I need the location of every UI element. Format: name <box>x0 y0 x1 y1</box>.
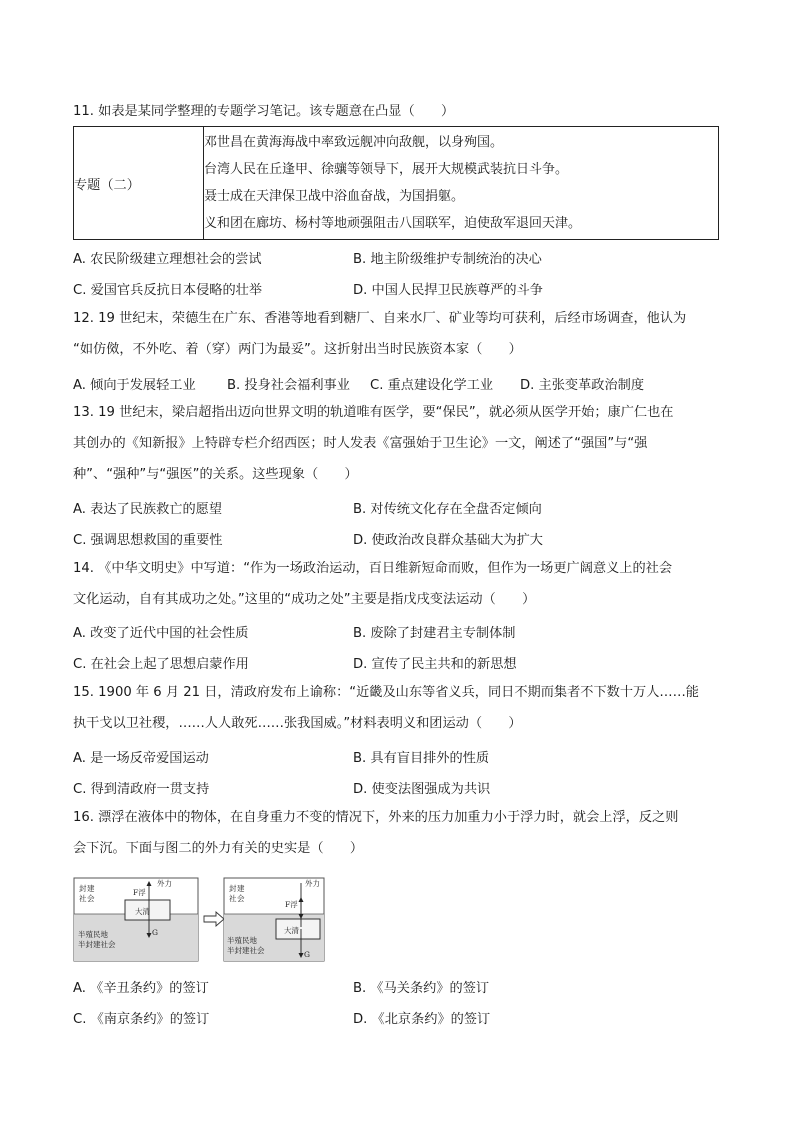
q11-option-a[interactable]: A. 农民阶级建立理想社会的尝试 <box>73 252 262 267</box>
q15-option-d[interactable]: D. 使变法图强成为共识 <box>353 782 491 797</box>
figure-two-lower-label-1: 半殖民地 <box>227 936 257 945</box>
figure-two-gravity: G <box>304 950 310 959</box>
figure-two-upper-label-4: 会 <box>237 894 245 903</box>
figure-one-lower-label-1: 半殖民地 <box>78 930 108 939</box>
figure-one-upper-label-2: 建 <box>87 884 95 893</box>
q11-stem: 11. 如表是某同学整理的专题学习笔记。该专题意在凸显（ ） <box>73 104 455 119</box>
q16-option-d[interactable]: D. 《北京条约》的签订 <box>353 1012 491 1027</box>
q11-notes-table <box>73 126 719 240</box>
q14-option-c[interactable]: C. 在社会上起了思想启蒙作用 <box>73 657 249 672</box>
q12-option-d[interactable]: D. 主张变革政治制度 <box>520 378 645 393</box>
q12-option-c[interactable]: C. 重点建设化学工业 <box>370 378 494 393</box>
q14-option-d[interactable]: D. 宣传了民主共和的新思想 <box>353 657 517 672</box>
q11-note-3: 聂士成在天津保卫战中浴血奋战，为国捐躯。 <box>204 189 465 204</box>
q16-line-1: 16. 漂浮在液体中的物体，在自身重力不变的情况下，外来的压力加重力小于浮力时，就会上浮，反之则 <box>73 810 679 825</box>
figure-one-upper-label-1: 封 <box>79 884 87 893</box>
q12-option-a[interactable]: A. 倾向于发展轻工业 <box>73 378 196 393</box>
q11-option-c[interactable]: C. 爱国官兵反抗日本侵略的壮举 <box>73 283 263 298</box>
q15-line-2: 执干戈以卫社稷，……人人敢死……张我国威。”材料表明义和团运动（ ） <box>73 716 522 731</box>
q16-option-c[interactable]: C. 《南京条约》的签订 <box>73 1012 210 1027</box>
q11-note-2: 台湾人民在丘逢甲、徐骧等领导下，展开大规模武装抗日斗争。 <box>204 162 569 177</box>
transition-arrow-icon <box>204 912 224 926</box>
figure-two <box>224 878 324 961</box>
q11-option-b[interactable]: B. 地主阶级维护专制统治的决心 <box>353 252 542 267</box>
figure-one-block-label: 大清 <box>135 907 150 916</box>
figure-two-upper-label-2: 建 <box>237 884 245 893</box>
q14-option-b[interactable]: B. 废除了封建君主专制体制 <box>353 626 516 641</box>
figure-one <box>74 878 198 961</box>
figure-one-gravity: G <box>152 928 158 937</box>
q13-option-c[interactable]: C. 强调思想救国的重要性 <box>73 533 223 548</box>
figure-one-float-force: F浮 <box>133 888 146 897</box>
q13-option-b[interactable]: B. 对传统文化存在全盘否定倾向 <box>353 502 542 517</box>
figure-one-upper-label-3: 社 <box>79 894 87 903</box>
q12-option-b[interactable]: B. 投身社会福利事业 <box>227 378 350 393</box>
figure-one-upper-label-4: 会 <box>87 894 95 903</box>
q11-topic-label: 专题（二） <box>74 127 204 240</box>
figure-one-lower-label-2: 半封建社会 <box>78 940 116 949</box>
q13-line-2: 其创办的《知新报》上特辟专栏介绍西医；时人发表《富强始于卫生论》一文，阐述了“强国”与“强 <box>73 436 648 451</box>
q14-line-2: 文化运动，自有其成功之处。”这里的“成功之处”主要是指戊戌变法运动（ ） <box>73 592 536 607</box>
q13-line-1: 13. 19 世纪末，梁启超指出迈向世界文明的轨道唯有医学，要“保民”，就必须从医学开始；康广仁也在 <box>73 405 674 420</box>
q13-option-d[interactable]: D. 使政治改良群众基础大为扩大 <box>353 533 543 548</box>
q11-note-4: 义和团在廊坊、杨村等地顽强阻击八国联军，迫使敌军退回天津。 <box>204 216 582 231</box>
figure-two-upper-label-3: 社 <box>229 894 237 903</box>
q11-notes <box>204 127 719 240</box>
q14-line-1: 14. 《中华文明史》中写道：“作为一场政治运动，百日维新短命而败，但作为一场更广阔意义上的社会 <box>73 561 673 576</box>
figure-two-lower-label-2: 半封建社会 <box>227 946 265 955</box>
q11-note-1: 邓世昌在黄海海战中率致远舰冲向敌舰，以身殉国。 <box>204 135 504 150</box>
q12-line-1: 12. 19 世纪末，荣德生在广东、香港等地看到糖厂、自来水厂、矿业等均可获利，后经市场调查，他认为 <box>73 311 687 326</box>
figure-two-float-force: F浮 <box>285 900 298 909</box>
figure-two-external-force: 外力 <box>305 879 320 888</box>
q12-line-2: “如仿傚，不外吃、着（穿）两门为最妥”。这折射出当时民族资本家（ ） <box>73 342 522 357</box>
buoyancy-figure <box>73 877 325 962</box>
figure-two-block-label: 大清 <box>284 926 299 935</box>
q16-option-a[interactable]: A. 《辛丑条约》的签订 <box>73 981 209 996</box>
q11-option-d[interactable]: D. 中国人民捍卫民族尊严的斗争 <box>353 283 543 298</box>
q16-line-2: 会下沉。下面与图二的外力有关的史实是（ ） <box>73 841 364 856</box>
q16-option-b[interactable]: B. 《马关条约》的签订 <box>353 981 490 996</box>
figure-one-external-force: 外力 <box>157 879 172 888</box>
q15-line-1: 15. 1900 年 6 月 21 日，清政府发布上谕称：“近畿及山东等省义兵，同日不期而集者不下数十万人……能 <box>73 685 699 700</box>
q13-option-a[interactable]: A. 表达了民族救亡的愿望 <box>73 502 223 517</box>
q15-option-a[interactable]: A. 是一场反帝爱国运动 <box>73 751 209 766</box>
q15-option-b[interactable]: B. 具有盲目排外的性质 <box>353 751 490 766</box>
q15-option-c[interactable]: C. 得到清政府一贯支持 <box>73 782 210 797</box>
q14-option-a[interactable]: A. 改变了近代中国的社会性质 <box>73 626 249 641</box>
figure-two-upper-label-1: 封 <box>229 884 237 893</box>
q13-line-3: 种”、“强种”与“强医”的关系。这些现象（ ） <box>73 467 358 482</box>
